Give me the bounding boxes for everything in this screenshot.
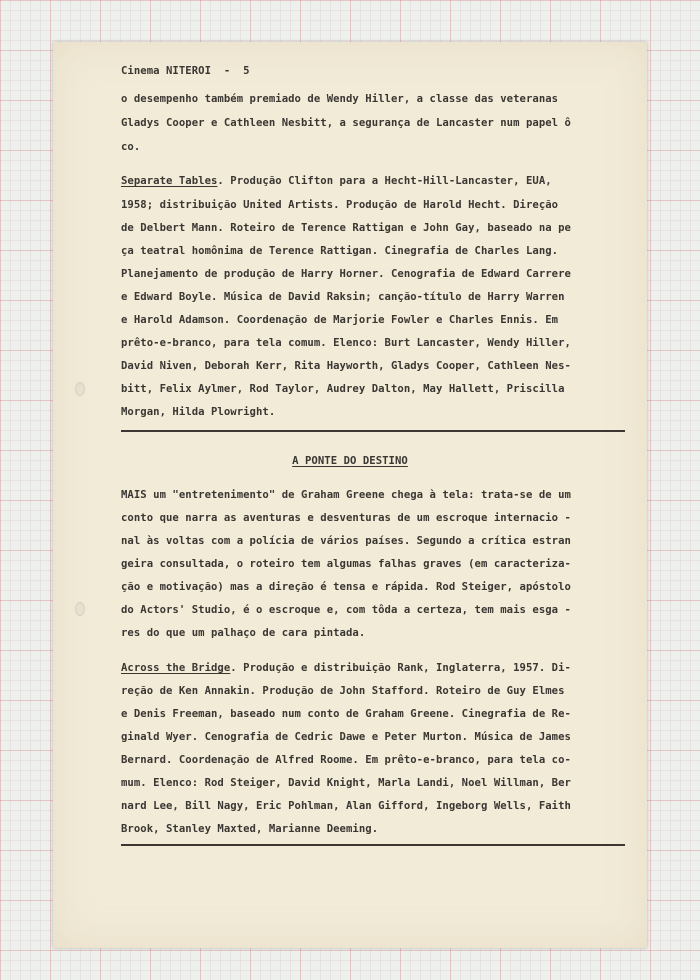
- text-line: conto que narra as aventuras e desventuras de um escroque internacio -: [121, 512, 571, 524]
- typewritten-page: [53, 42, 647, 948]
- punch-hole: [75, 382, 85, 396]
- credits-line: de Delbert Mann. Roteiro de Terence Rattigan e John Gay, baseado na pe: [121, 222, 571, 234]
- text-line: Gladys Cooper e Cathleen Nesbitt, a segurança de Lancaster num papel ô: [121, 117, 571, 129]
- section-title: A PONTE DO DESTINO: [292, 455, 408, 467]
- punch-hole: [75, 602, 85, 616]
- separator-rule: [121, 430, 625, 432]
- credits-line: David Niven, Deborah Kerr, Rita Hayworth, Gladys Cooper, Cathleen Nes-: [121, 360, 571, 372]
- credits-line: prêto-e-branco, para tela comum. Elenco: Burt Lancaster, Wendy Hiller,: [121, 337, 571, 349]
- credits-line: Morgan, Hilda Plowright.: [121, 406, 276, 418]
- credits-line: Across the Bridge. Produção e distribuição Rank, Inglaterra, 1957. Di-: [121, 662, 571, 674]
- credits-line: 1958; distribuição United Artists. Produção de Harold Hecht. Direção: [121, 199, 559, 211]
- film-title: Across the Bridge: [121, 662, 231, 674]
- credits-line: Planejamento de produção de Harry Horner. Cenografia de Edward Carrere: [121, 268, 571, 280]
- page-header: Cinema NITEROI - 5: [121, 65, 250, 77]
- credits-line: ça teatral homônima de Terence Rattigan. Cinegrafia de Charles Lang.: [121, 245, 559, 257]
- credits-line: bitt, Felix Aylmer, Rod Taylor, Audrey Dalton, May Hallett, Priscilla: [121, 383, 565, 395]
- credits-line: nard Lee, Bill Nagy, Eric Pohlman, Alan Gifford, Ingeborg Wells, Faith: [121, 800, 571, 812]
- text-line: ção e motivação) mas a direção é tensa e rápida. Rod Steiger, apóstolo: [121, 581, 571, 593]
- text-line: do Actors' Studio, é o escroque e, com tôda a certeza, tem mais esga -: [121, 604, 571, 616]
- credits-line: Brook, Stanley Maxted, Marianne Deeming.: [121, 823, 379, 835]
- text-line: co.: [121, 141, 141, 153]
- credits-line: mum. Elenco: Rod Steiger, David Knight, Marla Landi, Noel Willman, Ber: [121, 777, 571, 789]
- credits-line: Separate Tables. Produção Clifton para a Hecht-Hill-Lancaster, EUA,: [121, 175, 552, 187]
- credits-line: e Edward Boyle. Música de David Raksin; canção-título de Harry Warren: [121, 291, 565, 303]
- text-line: MAIS um "entretenimento" de Graham Greene chega à tela: trata-se de um: [121, 489, 571, 501]
- credits-line: e Denis Freeman, baseado num conto de Graham Greene. Cinegrafia de Re-: [121, 708, 571, 720]
- credits-line: e Harold Adamson. Coordenação de Marjorie Fowler e Charles Ennis. Em: [121, 314, 559, 326]
- separator-rule: [121, 844, 625, 846]
- credits-line: reção de Ken Annakin. Produção de John Stafford. Roteiro de Guy Elmes: [121, 685, 565, 697]
- text-line: o desempenho também premiado de Wendy Hiller, a classe das veteranas: [121, 93, 559, 105]
- credits-line: Bernard. Coordenação de Alfred Roome. Em prêto-e-branco, para tela co-: [121, 754, 571, 766]
- text-line: geira consultada, o roteiro tem algumas falhas graves (em caracteriza-: [121, 558, 571, 570]
- credits-line: ginald Wyer. Cenografia de Cedric Dawe e Peter Murton. Música de James: [121, 731, 571, 743]
- film-title: Separate Tables: [121, 175, 218, 187]
- text-line: res do que um palhaço de cara pintada.: [121, 627, 366, 639]
- text-line: nal às voltas com a polícia de vários países. Segundo a crítica estran: [121, 535, 571, 547]
